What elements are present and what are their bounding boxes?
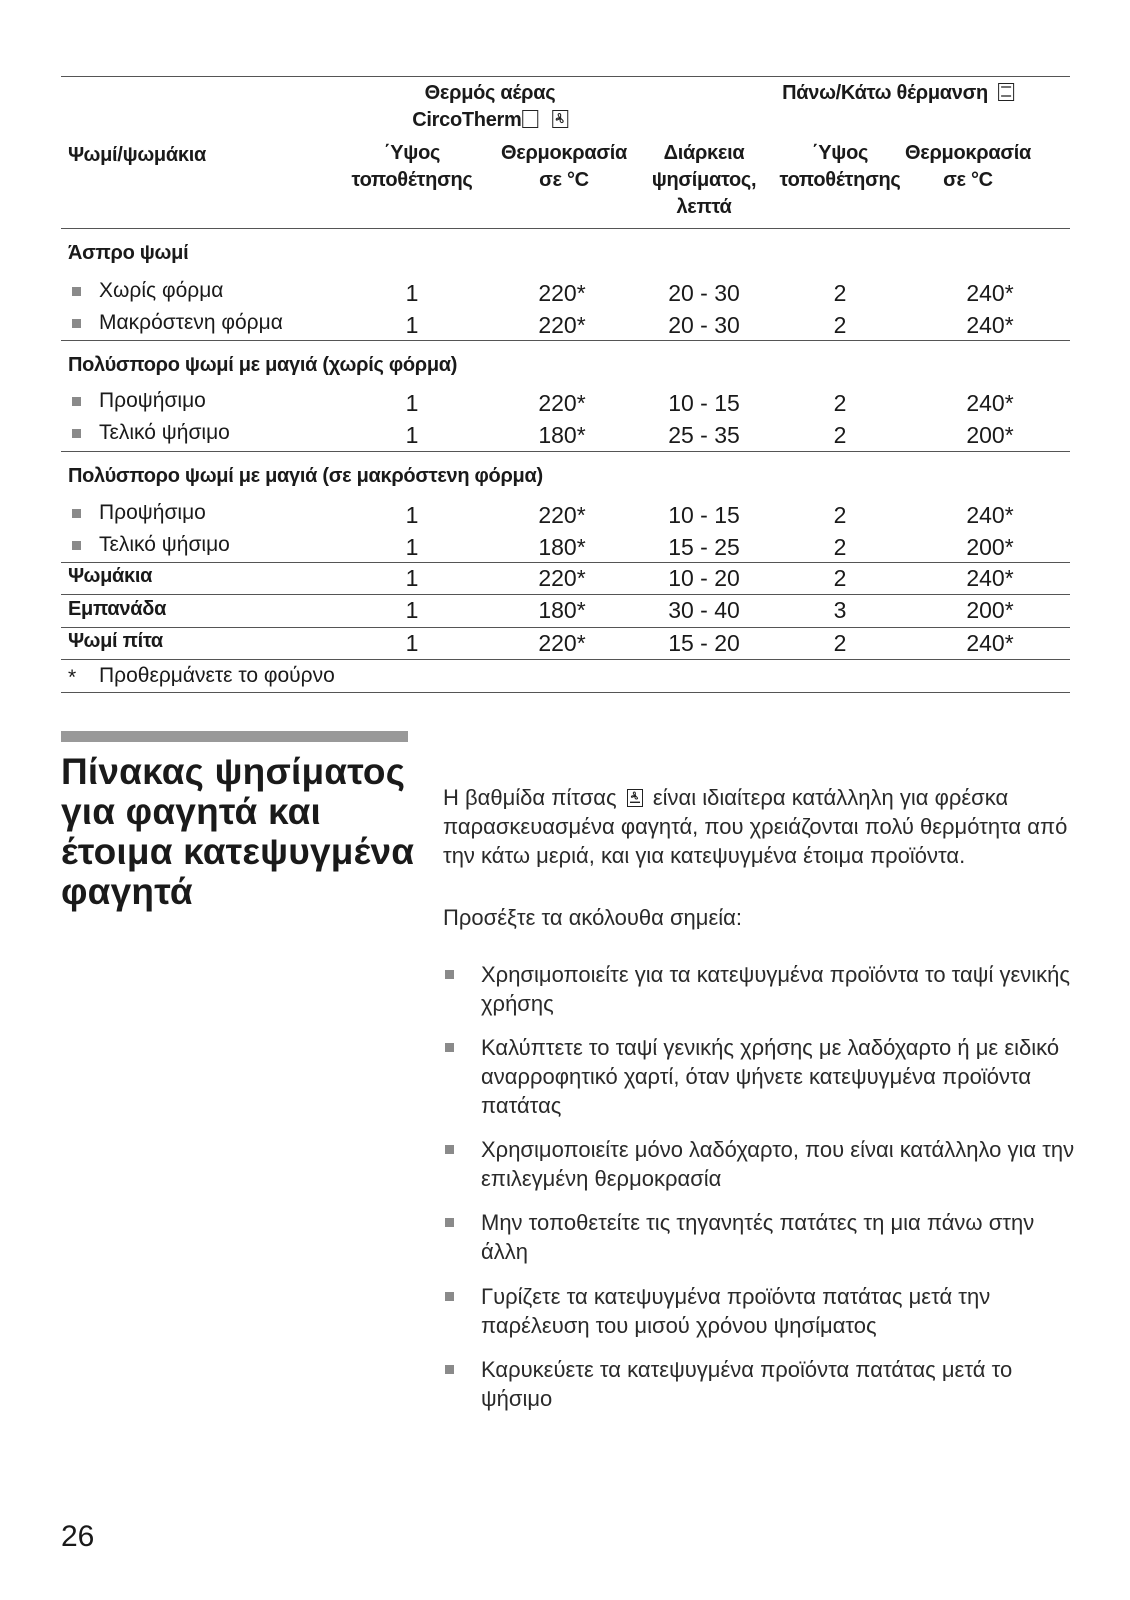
cell-temp2: 240*: [966, 280, 1014, 306]
column-header-temp1: Θερμοκρασία σε °C: [501, 142, 627, 191]
cell-height1: 1: [405, 280, 419, 306]
column-header-height2: ΄Υψος τοποθέτησης: [779, 142, 901, 191]
column-header-item: Ψωμί/ψωμάκια: [68, 144, 206, 166]
cell-height2: 2: [833, 534, 847, 560]
page-number: 26: [61, 1520, 95, 1553]
top-bottom-heat-icon: [998, 83, 1014, 101]
cell-duration: 20 - 30: [668, 312, 740, 338]
cell-duration: 30 - 40: [668, 597, 740, 623]
bullet-square-icon: [72, 541, 81, 550]
cell-temp2: 240*: [966, 312, 1014, 338]
list-item: Χρησιμοποιείτε για τα κατεψυγμένα προϊόντα το ταψί γενικής χρήσης: [443, 960, 1083, 1018]
cell-height1: 1: [405, 630, 419, 656]
cell-height2: 2: [833, 502, 847, 528]
cell-height2: 3: [833, 597, 847, 623]
cell-height2: 2: [833, 422, 847, 448]
bullet-square-icon: [445, 1365, 454, 1374]
cell-duration: 15 - 25: [668, 534, 740, 560]
cell-duration: 10 - 15: [668, 390, 740, 416]
bullet-square-icon: [72, 287, 81, 296]
row-label: Εμπανάδα: [68, 598, 167, 620]
row-label: Προψήσιμο: [99, 501, 206, 524]
list-item: Καρυκεύετε τα κατεψυγμένα προϊόντα πατάτας μετά το ψήσιμο: [443, 1355, 1083, 1413]
row-rule: [61, 340, 1070, 341]
circotherm-icon: [522, 110, 538, 128]
list-item: Μην τοποθετείτε τις τηγανητές πατάτες τη μια πάνω στην άλλη: [443, 1208, 1083, 1266]
row-label: Τελικό ψήσιμο: [99, 421, 230, 444]
cell-height1: 1: [405, 597, 419, 623]
bullet-square-icon: [72, 429, 81, 438]
bullet-square-icon: [72, 397, 81, 406]
row-label: Τελικό ψήσιμο: [99, 533, 230, 556]
section-title: Πίνακας ψησίματος για φαγητά και έτοιμα κατεψυγμένα φαγητά: [61, 751, 415, 912]
cell-temp2: 240*: [966, 630, 1014, 656]
row-label: Προψήσιμο: [99, 389, 206, 412]
cell-temp1: 180*: [538, 534, 586, 560]
row-rule: [61, 659, 1070, 660]
section-title-multigrain-no-form: Πολύσπορο ψωμί με μαγιά (χωρίς φόρμα): [68, 354, 458, 376]
row-rule: [61, 451, 1070, 452]
cell-temp2: 240*: [966, 565, 1014, 591]
cell-height2: 2: [833, 280, 847, 306]
cell-temp2: 200*: [966, 422, 1014, 448]
cell-temp1: 180*: [538, 422, 586, 448]
pizza-setting-icon: [627, 789, 643, 807]
cell-temp1: 220*: [538, 502, 586, 528]
table-top-rule: [61, 76, 1070, 77]
row-label: Ψωμάκια: [68, 565, 153, 587]
cell-temp2: 200*: [966, 534, 1014, 560]
cell-temp1: 180*: [538, 597, 586, 623]
cell-temp1: 220*: [538, 630, 586, 656]
note-intro: Προσέξτε τα ακόλουθα σημεία:: [443, 905, 742, 930]
group-header-topbottom: Πάνω/Κάτω θέρμανση: [782, 80, 1014, 107]
table-bottom-rule: [61, 692, 1070, 693]
bullet-square-icon: [445, 1218, 454, 1227]
cell-height1: 1: [405, 502, 419, 528]
section-title-multigrain-long-form: Πολύσπορο ψωμί με μαγιά (σε μακρόστενη φόρμα): [68, 465, 543, 487]
row-label: Μακρόστενη φόρμα: [99, 311, 283, 334]
bullet-square-icon: [445, 1292, 454, 1301]
cell-temp2: 200*: [966, 597, 1014, 623]
cell-temp1: 220*: [538, 312, 586, 338]
header-rule: [61, 228, 1070, 229]
bullet-square-icon: [72, 509, 81, 518]
cell-height1: 1: [405, 422, 419, 448]
bullet-square-icon: [445, 1043, 454, 1052]
footnote-mark: *: [68, 666, 77, 689]
group-header-circotherm: [412, 80, 568, 134]
list-item: Χρησιμοποιείτε μόνο λαδόχαρτο, που είναι κατάλληλο για την επιλεγμένη θερμοκρασία: [443, 1135, 1083, 1193]
section-title-white-bread: Άσπρο ψωμί: [68, 242, 189, 264]
cell-height2: 2: [833, 312, 847, 338]
list-item: Γυρίζετε τα κατεψυγμένα προϊόντα πατάτας μετά την παρέλευση του μισού χρόνου ψησίματος: [443, 1282, 1083, 1340]
group-header-circotherm-line2: CircoTherm: [412, 107, 568, 134]
intro-paragraph: Η βαθμίδα πίτσας είναι ιδιαίτερα κατάλληλη για φρέσκα παρασκευασμένα φαγητά, που χρειάζονται πολύ θερμότητα από την κάτω μεριά, και για κατεψυγμένα έτοιμα προϊόντα.: [443, 785, 1068, 868]
cell-duration: 10 - 15: [668, 502, 740, 528]
cell-temp2: 240*: [966, 390, 1014, 416]
cell-height2: 2: [833, 565, 847, 591]
cell-duration: 15 - 20: [668, 630, 740, 656]
footnote-text: Προθερμάνετε το φούρνο: [99, 664, 335, 687]
cell-height2: 2: [833, 630, 847, 656]
bullet-square-icon: [445, 1145, 454, 1154]
group-header-circotherm-line1: Θερμός αέρας: [424, 82, 556, 104]
column-header-height1: ΄Υψος τοποθέτησης: [351, 142, 473, 191]
cell-height1: 1: [405, 312, 419, 338]
cell-height2: 2: [833, 390, 847, 416]
row-rule: [61, 562, 1070, 563]
bullet-square-icon: [445, 970, 454, 979]
cell-duration: 25 - 35: [668, 422, 740, 448]
cell-height1: 1: [405, 534, 419, 560]
cell-temp1: 220*: [538, 390, 586, 416]
cell-height1: 1: [405, 565, 419, 591]
section-marker-bar: [61, 731, 408, 742]
bullet-square-icon: [72, 319, 81, 328]
row-rule: [61, 627, 1070, 628]
cell-temp2: 240*: [966, 502, 1014, 528]
column-header-duration: Διάρκεια ψησίματος, λεπτά: [651, 142, 757, 218]
cell-height1: 1: [405, 390, 419, 416]
list-item: Καλύπτετε το ταψί γενικής χρήσης με λαδόχαρτο ή με ειδικό αναρροφητικό χαρτί, όταν ψήνετε κατεψυγμένα προϊόντα πατάτας: [443, 1033, 1083, 1120]
cell-duration: 10 - 20: [668, 565, 740, 591]
cell-temp1: 220*: [538, 280, 586, 306]
circotherm-fan-icon: [552, 110, 568, 128]
row-label: Χωρίς φόρμα: [99, 279, 224, 302]
row-label: Ψωμί πίτα: [68, 630, 163, 652]
cell-duration: 20 - 30: [668, 280, 740, 306]
row-rule: [61, 594, 1070, 595]
cell-temp1: 220*: [538, 565, 586, 591]
column-header-temp2: Θερμοκρασία σε °C: [905, 142, 1031, 191]
